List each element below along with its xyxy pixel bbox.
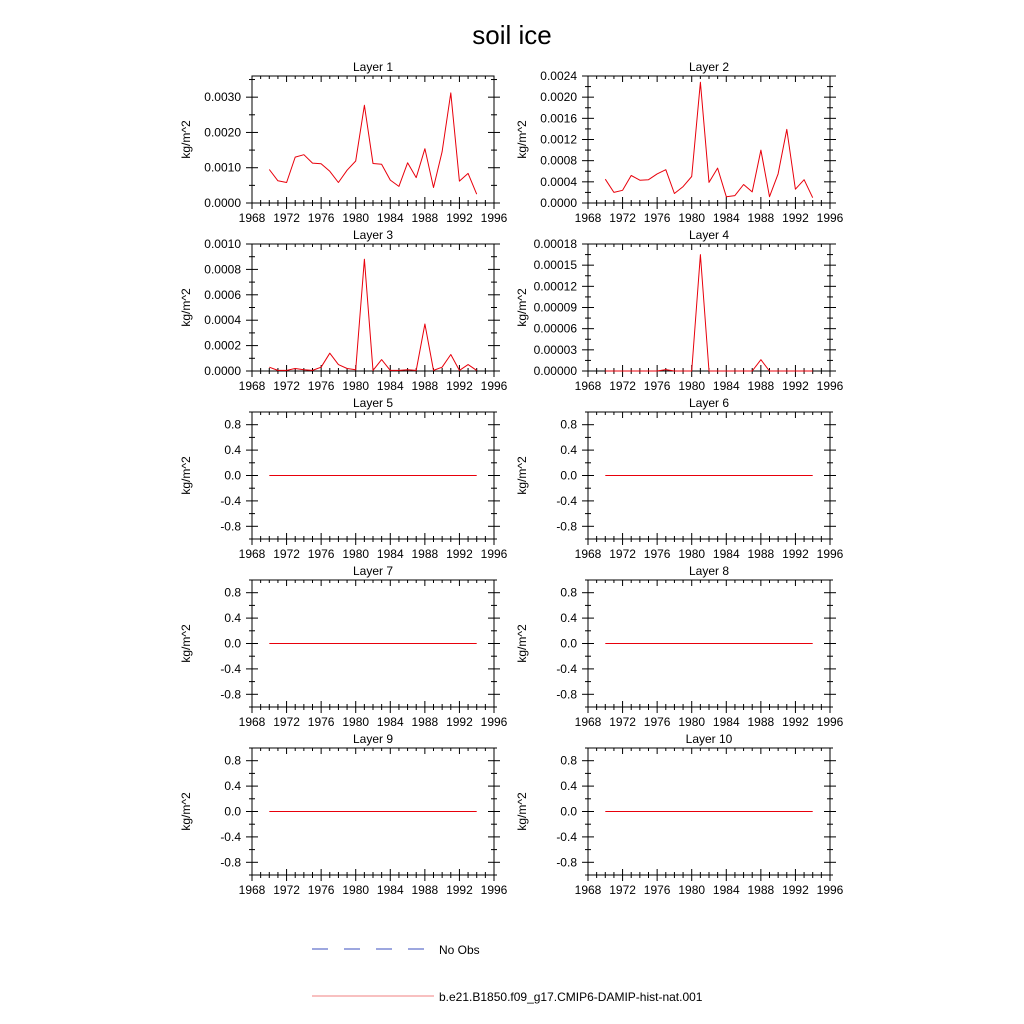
y-axis-label: kg/m^2 xyxy=(179,120,193,159)
y-tick-label: -0.8 xyxy=(556,687,577,702)
x-tick-label: 1984 xyxy=(376,379,404,393)
x-tick-label: 1980 xyxy=(342,379,370,393)
x-tick-label: 1980 xyxy=(678,547,706,561)
x-tick-label: 1992 xyxy=(446,715,473,729)
y-tick-label: 0.00009 xyxy=(533,300,577,315)
panel-title: Layer 7 xyxy=(352,564,394,578)
x-tick-label: 1976 xyxy=(307,715,335,729)
panel-title: Layer 10 xyxy=(685,732,733,746)
y-axis-label: kg/m^2 xyxy=(515,792,529,831)
x-tick-label: 1984 xyxy=(712,379,740,393)
y-tick-label: 0.0000 xyxy=(204,364,241,378)
series-line xyxy=(605,255,812,371)
x-tick-label: 1972 xyxy=(609,547,636,561)
x-tick-label: 1984 xyxy=(712,547,740,561)
y-tick-label: 0.00012 xyxy=(533,279,577,294)
x-tick-label: 1980 xyxy=(342,211,370,225)
panel-title: Layer 4 xyxy=(688,228,730,242)
panel-title: Layer 1 xyxy=(352,60,394,74)
x-tick-label: 1968 xyxy=(574,211,602,225)
x-tick-label: 1980 xyxy=(342,715,370,729)
series-line xyxy=(605,82,812,197)
x-tick-label: 1976 xyxy=(643,883,671,897)
x-tick-label: 1968 xyxy=(238,547,266,561)
panel-title: Layer 6 xyxy=(688,396,730,410)
x-tick-label: 1992 xyxy=(446,883,473,897)
x-tick-label: 1980 xyxy=(678,211,706,225)
panel-layer-4 xyxy=(515,228,844,393)
x-tick-label: 1976 xyxy=(643,211,671,225)
y-tick-label: -0.4 xyxy=(556,829,577,844)
x-tick-label: 1996 xyxy=(480,715,508,729)
x-tick-label: 1980 xyxy=(678,715,706,729)
panel-title: Layer 3 xyxy=(352,228,394,242)
y-tick-label: 0.8 xyxy=(224,417,241,432)
y-tick-label: 0.0002 xyxy=(204,338,241,353)
x-tick-label: 1984 xyxy=(712,211,740,225)
x-tick-label: 1992 xyxy=(446,379,473,393)
plot-frame xyxy=(588,76,830,203)
x-tick-label: 1976 xyxy=(307,211,335,225)
y-tick-label: -0.8 xyxy=(220,519,241,534)
y-tick-label: 0.0010 xyxy=(204,160,241,175)
x-tick-label: 1996 xyxy=(480,883,508,897)
y-tick-label: 0.4 xyxy=(224,611,241,626)
figure-title: soil ice xyxy=(472,20,552,50)
y-tick-label: 0.8 xyxy=(224,753,241,768)
x-tick-label: 1968 xyxy=(238,883,266,897)
x-tick-label: 1976 xyxy=(643,379,671,393)
y-axis-label: kg/m^2 xyxy=(179,792,193,831)
y-axis-label: kg/m^2 xyxy=(515,288,529,327)
panel-layer-2 xyxy=(515,60,844,225)
y-tick-label: 0.8 xyxy=(560,417,577,432)
x-tick-label: 1976 xyxy=(307,379,335,393)
x-tick-label: 1988 xyxy=(747,211,775,225)
x-tick-label: 1988 xyxy=(747,883,775,897)
y-tick-label: 0.00015 xyxy=(533,258,577,273)
x-tick-label: 1972 xyxy=(609,883,636,897)
y-tick-label: 0.0008 xyxy=(204,262,241,277)
x-tick-label: 1980 xyxy=(342,883,370,897)
panel-title: Layer 2 xyxy=(688,60,730,74)
y-tick-label: 0.8 xyxy=(560,753,577,768)
panel-layer-7 xyxy=(179,564,508,729)
panel-layer-9 xyxy=(179,732,508,897)
y-axis-label: kg/m^2 xyxy=(515,120,529,159)
y-tick-label: 0.8 xyxy=(560,585,577,600)
legend-label-no-obs: No Obs xyxy=(439,943,480,957)
legend xyxy=(312,943,703,1004)
x-tick-label: 1988 xyxy=(411,715,439,729)
x-tick-label: 1976 xyxy=(307,547,335,561)
x-tick-label: 1988 xyxy=(747,547,775,561)
x-tick-label: 1984 xyxy=(712,883,740,897)
x-tick-label: 1968 xyxy=(574,547,602,561)
x-tick-label: 1988 xyxy=(411,883,439,897)
y-tick-label: 0.0030 xyxy=(204,90,241,105)
x-tick-label: 1988 xyxy=(411,379,439,393)
x-tick-label: 1976 xyxy=(307,883,335,897)
x-tick-label: 1992 xyxy=(446,211,473,225)
panel-layer-10 xyxy=(515,732,844,897)
x-tick-label: 1968 xyxy=(238,379,266,393)
y-tick-label: 0.0000 xyxy=(204,196,241,210)
y-tick-label: 0.0 xyxy=(560,636,577,651)
x-tick-label: 1976 xyxy=(643,715,671,729)
x-tick-label: 1972 xyxy=(273,715,300,729)
y-tick-label: 0.4 xyxy=(560,443,577,458)
y-tick-label: 0.0012 xyxy=(540,132,577,147)
y-tick-label: -0.8 xyxy=(220,855,241,870)
x-tick-label: 1968 xyxy=(574,883,602,897)
x-tick-label: 1968 xyxy=(574,379,602,393)
x-tick-label: 1976 xyxy=(643,547,671,561)
x-tick-label: 1972 xyxy=(609,379,636,393)
y-tick-label: 0.4 xyxy=(560,779,577,794)
x-tick-label: 1992 xyxy=(782,715,809,729)
x-tick-label: 1984 xyxy=(712,715,740,729)
y-tick-label: 0.0 xyxy=(224,636,241,651)
x-tick-label: 1996 xyxy=(816,547,844,561)
y-tick-label: 0.0024 xyxy=(540,69,577,83)
y-tick-label: 0.0 xyxy=(224,468,241,483)
legend-label-model: b.e21.B1850.f09_g17.CMIP6-DAMIP-hist-nat.001 xyxy=(439,990,703,1004)
x-tick-label: 1980 xyxy=(678,379,706,393)
y-tick-label: -0.8 xyxy=(220,687,241,702)
x-tick-label: 1988 xyxy=(747,715,775,729)
y-tick-label: 0.0000 xyxy=(540,196,577,210)
x-tick-label: 1996 xyxy=(480,547,508,561)
y-tick-label: 0.00003 xyxy=(533,342,577,357)
x-tick-label: 1972 xyxy=(609,715,636,729)
y-tick-label: 0.0010 xyxy=(204,237,241,251)
y-tick-label: 0.4 xyxy=(560,611,577,626)
plot-frame xyxy=(588,244,830,371)
y-tick-label: 0.4 xyxy=(224,443,241,458)
panel-grid xyxy=(179,60,844,897)
y-tick-label: 0.8 xyxy=(224,585,241,600)
series-line xyxy=(269,93,476,194)
y-tick-label: 0.00018 xyxy=(533,237,577,251)
x-tick-label: 1968 xyxy=(238,715,266,729)
y-tick-label: 0.0020 xyxy=(540,90,577,105)
plot-frame xyxy=(252,244,494,371)
panel-layer-1 xyxy=(179,60,508,225)
series-line xyxy=(269,259,476,370)
y-tick-label: 0.00006 xyxy=(533,321,577,336)
x-tick-label: 1996 xyxy=(480,379,508,393)
x-tick-label: 1988 xyxy=(747,379,775,393)
y-tick-label: -0.4 xyxy=(220,493,241,508)
x-tick-label: 1972 xyxy=(273,883,300,897)
x-tick-label: 1996 xyxy=(816,883,844,897)
x-tick-label: 1972 xyxy=(273,211,300,225)
y-axis-label: kg/m^2 xyxy=(515,624,529,663)
x-tick-label: 1992 xyxy=(782,547,809,561)
x-tick-label: 1996 xyxy=(816,715,844,729)
panel-title: Layer 9 xyxy=(352,732,394,746)
x-tick-label: 1968 xyxy=(574,715,602,729)
y-tick-label: -0.8 xyxy=(556,519,577,534)
x-tick-label: 1972 xyxy=(609,211,636,225)
x-tick-label: 1984 xyxy=(376,715,404,729)
x-tick-label: 1980 xyxy=(678,883,706,897)
x-tick-label: 1972 xyxy=(273,379,300,393)
y-tick-label: -0.4 xyxy=(220,661,241,676)
x-tick-label: 1988 xyxy=(411,547,439,561)
plot-frame xyxy=(252,76,494,203)
panel-layer-8 xyxy=(515,564,844,729)
panel-layer-5 xyxy=(179,396,508,561)
y-tick-label: 0.00000 xyxy=(533,364,577,378)
x-tick-label: 1984 xyxy=(376,547,404,561)
panel-title: Layer 5 xyxy=(352,396,394,410)
y-tick-label: 0.0008 xyxy=(540,153,577,168)
y-tick-label: 0.0004 xyxy=(540,174,577,189)
y-axis-label: kg/m^2 xyxy=(179,288,193,327)
y-tick-label: -0.4 xyxy=(556,661,577,676)
panel-layer-3 xyxy=(179,228,508,393)
x-tick-label: 1992 xyxy=(782,211,809,225)
panel-title: Layer 8 xyxy=(688,564,730,578)
x-tick-label: 1992 xyxy=(782,379,809,393)
y-tick-label: 0.0006 xyxy=(204,287,241,302)
y-tick-label: 0.0 xyxy=(560,804,577,819)
y-tick-label: 0.0020 xyxy=(204,125,241,140)
x-tick-label: 1988 xyxy=(411,211,439,225)
x-tick-label: 1992 xyxy=(446,547,473,561)
y-axis-label: kg/m^2 xyxy=(179,456,193,495)
x-tick-label: 1980 xyxy=(342,547,370,561)
y-tick-label: 0.0 xyxy=(560,468,577,483)
x-tick-label: 1984 xyxy=(376,883,404,897)
x-tick-label: 1984 xyxy=(376,211,404,225)
x-tick-label: 1996 xyxy=(480,211,508,225)
y-tick-label: -0.4 xyxy=(556,493,577,508)
y-axis-label: kg/m^2 xyxy=(179,624,193,663)
y-tick-label: -0.8 xyxy=(556,855,577,870)
y-tick-label: 0.0016 xyxy=(540,111,577,126)
y-tick-label: -0.4 xyxy=(220,829,241,844)
x-tick-label: 1968 xyxy=(238,211,266,225)
x-tick-label: 1996 xyxy=(816,211,844,225)
panel-layer-6 xyxy=(515,396,844,561)
y-tick-label: 0.4 xyxy=(224,779,241,794)
x-tick-label: 1992 xyxy=(782,883,809,897)
x-tick-label: 1996 xyxy=(816,379,844,393)
x-tick-label: 1972 xyxy=(273,547,300,561)
y-tick-label: 0.0004 xyxy=(204,313,241,328)
y-tick-label: 0.0 xyxy=(224,804,241,819)
y-axis-label: kg/m^2 xyxy=(515,456,529,495)
